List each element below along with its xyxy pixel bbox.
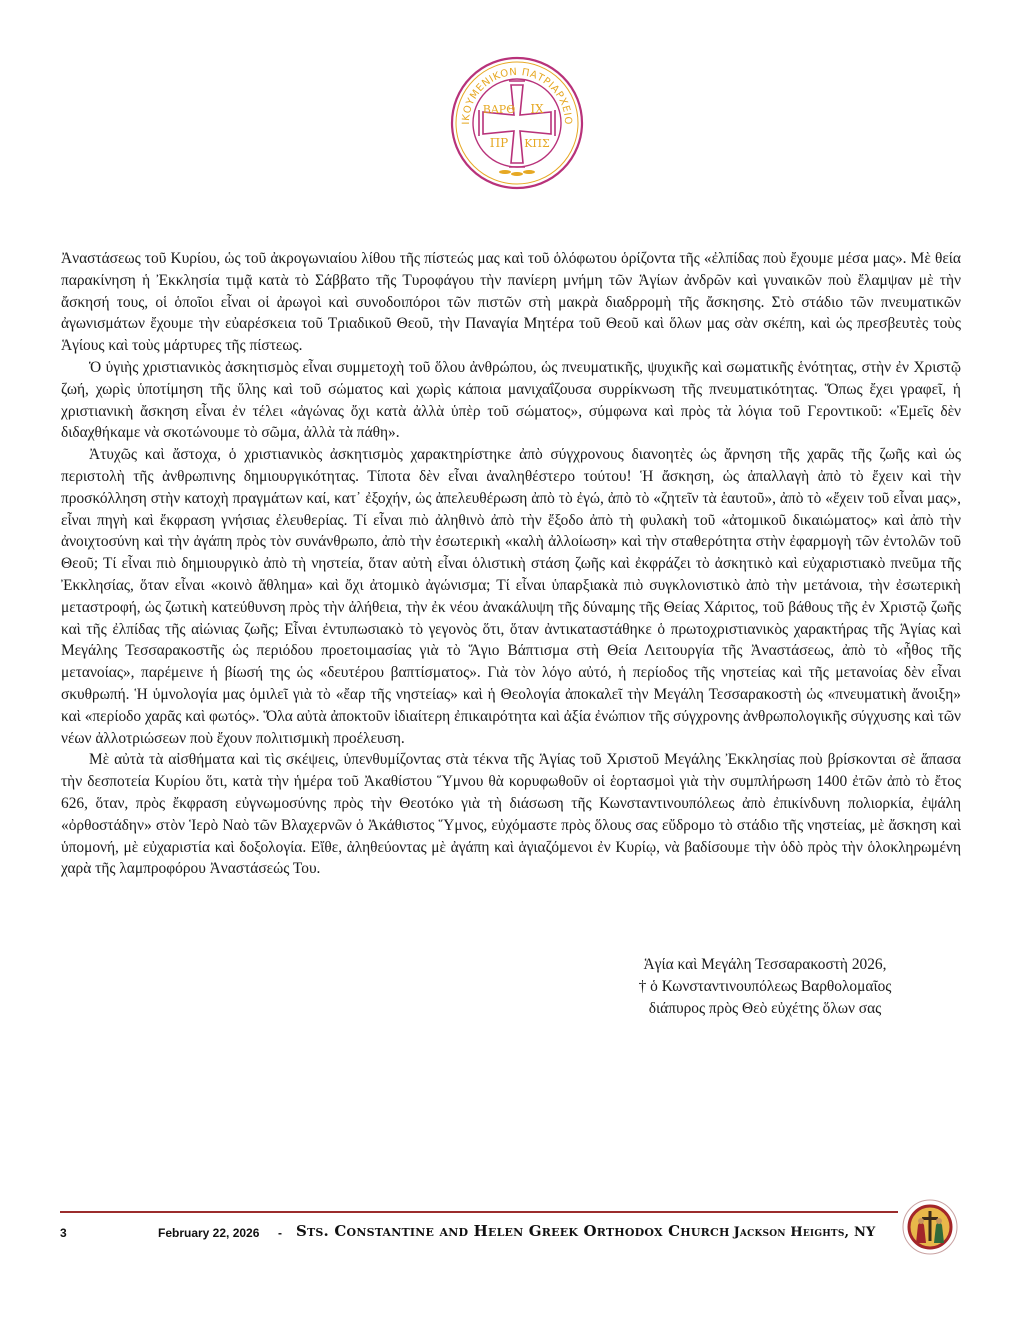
seal-center-ring	[473, 79, 561, 167]
letter-body	[61, 248, 961, 880]
letter-paragraph: Ὁ ὑγιὴς χριστιανικὸς ἀσκητισμὸς εἶναι συμμετοχὴ τοῦ ὅλου ἀνθρώπου, ὡς πνευματικῆς, ψυχικῆς καὶ σωματικῆς ἑνότητας, στὴν ἐν Χριστῷ ζωή, χωρὶς ὑποτίμηση τῆς ὕλης καὶ τοῦ σώματος καὶ χωρὶς κάποια μανιχαΐζουσα συρρίκνωση τῆς πνευματικότητας. Ὅπως ἔχει γραφεῖ, ἡ χριστιανικὴ ἄσκηση εἶναι ἐν τέλει «ἀγώνας ὄχι κατὰ ἀλλὰ ὑπὲρ τοῦ σώματος», σύμφωνα καὶ πρὸς τὰ λόγια τοῦ Γεροντικοῦ: «Ἐμεῖς δὲν διδαχθήκαμε νὰ σκοτώνουμε τὸ σῶμα, ἀλλὰ τὰ πάθη».	[61, 358, 961, 442]
seal-laurel-icon	[499, 170, 535, 176]
footer-date: February 22, 2026	[158, 1226, 260, 1240]
church-name: Sts. Constantine and Helen Greek Orthodox Church	[296, 1222, 730, 1240]
seal-monogram-br: ΚΠΣ	[524, 137, 550, 150]
letter-paragraph: Μὲ αὐτὰ τὰ αἰσθήματα καὶ τὶς σκέψεις, ὑπενθυμίζοντας στὰ τέκνα τῆς Ἁγίας τοῦ Χριστοῦ Μεγάλης Ἐκκλησίας ποὺ βρίσκονται σὲ ἅπασα τὴν δεσποτεία Κυρίου ὅτι, κατὰ τὴν ἡμέρα τοῦ Ἀκαθίστου Ὕμνου θὰ κορυφωθοῦν οἱ ἑορτασμοὶ γιὰ τὴν συμπλήρωση 1400 ἐτῶν ἀπὸ τὸ ἔτος 626, ὅταν, πρὸς ἔκφραση εὐγνωμοσύνης πρὸς τὴν Θεοτόκο γιὰ τὴ διάσωση τῆς Κωνσταντινουπόλεως ἀπὸ ἐπικίνδυνη πολιορκία, ἐψάλη «ὀρθοστάδην» στὸν Ἱερὸ Ναὸ τῶν Βλαχερνῶν ὁ Ἀκάθιστος Ὕμνος, εὐχόμαστε πρὸς ὅλους σας εὔδρομο τὸ στάδιο τῆς νηστείας, μὲ ἄσκηση καὶ ὑπομονή, μὲ εὐχαριστία καὶ δοξολογία. Εἴθε, ἀληθεύοντας μὲ ἀγάπη καὶ ἁγιαζόμενοι ἐν Κυρίῳ, νὰ βαδίσουμε τὴν ὁδὸ πρὸς τὴν ὁλοκληρωμένη χαρὰ τῆς λαμπροφόρου Ἀναστάσεώς Του.	[61, 751, 961, 878]
signature-block	[600, 954, 930, 1019]
seal-monogram-bl: ΠΡ	[489, 136, 509, 150]
letter-paragraph: Ἀτυχῶς καὶ ἄστοχα, ὁ χριστιανικὸς ἀσκητισμὸς χαρακτηρίστηκε ἀπὸ σύγχρονους διανοητὲς ὡς ἄρνηση τῆς χαρᾶς τῆς ζωῆς καὶ ὡς περιστολὴ τῆς ἀνθρωπινης δημιουργικότητας. Τίποτα δὲν εἶναι ἀναληθέστερο τούτου! Ἡ ἄσκηση, ὡς ἀπαλλαγὴ ἀπὸ τὸ ἔχειν καὶ τὴν προσκόλληση στὴν κατοχὴ πραγμάτων καί, κατ᾽ ἐξοχήν, ὡς ἀπελευθέρωση ἀπὸ τὸ ἐγώ, ἀπὸ τὸ «ζητεῖν τὰ ἑαυτοῦ», ἀπὸ τὸ «ἔχειν τοῦ εἶναι μας», εἶναι πηγὴ καὶ ἔκφραση γνήσιας ἐλευθερίας. Τί εἶναι πιὸ ἀληθινὸ ἀπὸ τὴν ἔξοδο ἀπὸ τὴ φυλακὴ τοῦ «ἀτομικοῦ δικαιώματος» καὶ ἀπὸ τὴν ἀνοιχτοσύνη καὶ τὴν ἀγάπη πρὸς τὸν συνάνθρωπο, ἀπὸ τὴν ἐσωτερικὴ «καλὴ ἀλλοίωση» καὶ τὴν σταθερότητα στὴν ἐφαρμογὴ τῶν ἐντολῶν τοῦ Θεοῦ; Τί εἶναι πιὸ δημιουργικὸ ἀπὸ τὴ νηστεία, ὅταν αὐτὴ εἶναι ὁλιστικὴ στάση ζωῆς καὶ ἐκφράζει τὸ ἀσκητικὸ καὶ εὐχαριστιακὸ πνεῦμα τῆς Ἐκκλησίας, ὅταν εἶναι «κοινὸ ἄθλημα» καὶ ὄχι ἀτομικὸ ἀγώνισμα; Τί εἶναι ὑπαρξιακὰ πιὸ συγκλονιστικὸ ἀπὸ τὴν μετάνοια, τὴν ἐσωτερικὴ μεταστροφή, ὡς ζωτικὴ κατεύθυνση πρὸς τὴν ἀλήθεια, τὴν ἐκ νέου ἀνακάλυψη τῆς δύναμης τῆς Θείας Χάριτος, τοῦ βάθους τῆς ἐν Χριστῷ ζωῆς καὶ τῆς ἐλπίδας τῆς αἰώνιας ζωῆς; Εἶναι ἐντυπωσιακὸ τὸ γεγονὸς ὅτι, ὅταν ἀντικαταστάθηκε ὁ πρωτοχριστιανικὸς χαρακτήρας τῆς Ἁγίας καὶ Μεγάλης Τεσσαρακοστῆς ὡς περιόδου προετοιμασίας γιὰ τὸ Ἅγιο Βάπτισμα στὴ Θεία Λειτουργία τῆς Ἀναστάσεως, ἀπὸ τὸ «ἦθος τῆς μετανοίας», παρέμεινε ἡ βίωσή της ὡς «δευτέρου βαπτίσματος». Γιὰ τὸν λόγο αὐτό, ἡ περίοδος τῆς νηστείας καὶ τῆς μετανοίας δὲν εἶναι σκυθρωπή. Ἡ ὑμνολογία μας ὁμιλεῖ γιὰ τὸ «ἔαρ τῆς νηστείας» καὶ ἡ Θεολογία ἀποκαλεῖ τὴν Μεγάλη Τεσσαρακοστὴ ὡς «πνευματικὴ ἄνοιξη» καὶ «περίοδο χαρᾶς καὶ φωτός». Ὅλα αὐτὰ ἀποκτοῦν ἰδιαίτερη ἐπικαιρότητα καὶ ἀξία ἐνώπιον τῆς σύγχρονης ἀνθρωπολογικῆς σύγχυσης καὶ τῶν νέων ἀλλοτριώσεων ποὺ ἔχουν πολιτισμικὴ προέλευση.	[61, 446, 961, 747]
patriarchate-seal-icon	[449, 55, 585, 191]
signature-date-line: Ἁγία καὶ Μεγάλη Τεσσαρακοστὴ 2026,	[643, 956, 887, 973]
seal-legend-text: ΙΚΟΥΜΕΝΙΚΟΝ ΠΑΤΡΙΑΡΧΕΙΟ	[460, 66, 574, 126]
seal-cross-icon	[479, 81, 555, 167]
footer-divider	[60, 1211, 898, 1213]
church-logo	[902, 1199, 958, 1255]
church-location: Jackson Heights, NY	[733, 1225, 876, 1240]
signature-closing-line: διάπυρος πρὸς Θεὸ εὐχέτης ὅλων σας	[648, 999, 882, 1017]
page-footer	[0, 1222, 1020, 1246]
seal-monogram-tr: ΙΧ	[530, 102, 544, 116]
page-number: 3	[60, 1226, 67, 1240]
footer-separator: -	[278, 1226, 282, 1240]
patriarchate-seal-logo	[449, 55, 585, 191]
footer-church-name	[296, 1222, 876, 1240]
seal-monogram-tl: ΒΑΡΘ	[482, 103, 516, 116]
signature-name-line: † ὁ Κωνσταντινουπόλεως Βαρθολομαῖος	[638, 977, 892, 995]
letter-paragraph: Ἀναστάσεως τοῦ Κυρίου, ὡς τοῦ ἀκρογωνιαίου λίθου τῆς πίστεώς μας καὶ τοῦ ὁλόφωτου ὁρίζοντα τῆς «ἐλπίδας ποὺ ἔχουμε μέσα μας». Μὲ θεία παρακίνηση ἡ Ἐκκλησία τιμᾷ κατὰ τὸ Σάββατο τῆς Τυροφάγου τὴν πανίερη μνήμη τῶν Ἁγίων ἀνδρῶν καὶ γυναικῶν ποὺ ἔλαμψαν μὲ τὴν ἄσκησή τους, οἱ ὁποῖοι εἶναι οἱ ἀρωγοὶ καὶ συνοδοιπόροι τῶν πιστῶν στὴ μακρὰ διαδρρομὴ τῆς ἄσκησης. Στὸ στάδιο τῶν πνευματικῶν ἀγωνισμάτων ἔχουμε τὴν εὐαρέσκεια τοῦ Τριαδικοῦ Θεοῦ, τὴν Παναγία Μητέρα τοῦ Θεοῦ καὶ ὅλων μας σὰν σκέπη, καὶ ὡς πρεσβευτὲς τοὺς Ἁγίους καὶ τοὺς μάρτυρες τῆς πίστεως.	[61, 250, 961, 355]
church-seal-icon	[902, 1199, 958, 1255]
